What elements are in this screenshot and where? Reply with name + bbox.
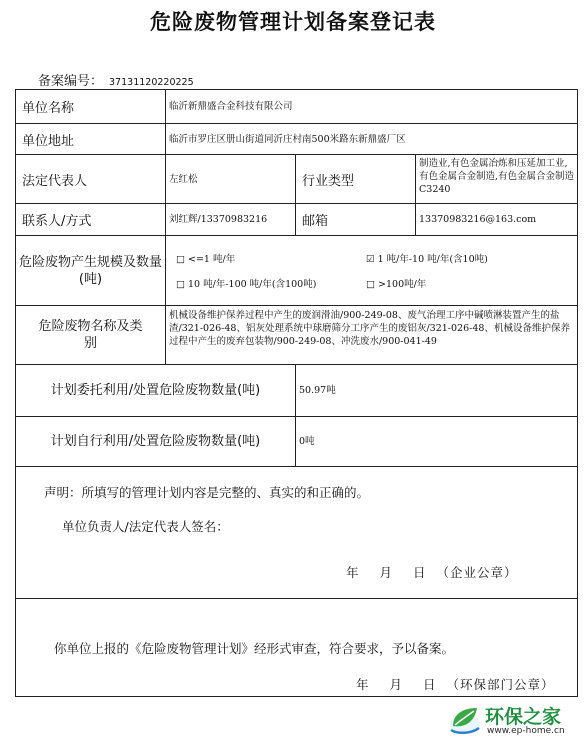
registration-table — [15, 89, 578, 697]
checkbox-unchecked-icon: □ — [366, 279, 375, 290]
self-use-label: 计划自行利用/处置危险废物数量(吨) — [16, 417, 296, 467]
watermark-logo — [447, 700, 586, 742]
row-review — [16, 599, 578, 697]
row-self-use — [16, 417, 578, 467]
email-label: 邮箱 — [296, 204, 416, 236]
epa-seal: （环保部门公章） — [446, 677, 555, 692]
self-use-value: 0吨 — [296, 417, 578, 467]
checkbox-checked-icon: ☑ — [366, 254, 375, 265]
waste-types-label: 危险废物名称及类别 — [16, 306, 166, 365]
record-number — [38, 70, 194, 89]
scale-label: 危险废物产生规模及数量(吨) — [16, 236, 166, 306]
record-number-label: 备案编号： — [38, 74, 104, 89]
watermark-name: 环保之家 — [485, 706, 562, 728]
legal-rep-value: 左红松 — [166, 155, 296, 204]
scale-option-3[interactable]: □ 10 吨/年-100 吨/年(含100吨) — [176, 279, 317, 290]
scale-option-4[interactable]: □ >100吨/年 — [366, 279, 427, 290]
entrusted-value: 50.97吨 — [296, 365, 578, 417]
unit-name-label: 单位名称 — [16, 90, 166, 124]
form-title: 危险废物管理计划备案登记表 — [150, 10, 436, 34]
industry-label: 行业类型 — [296, 155, 416, 204]
scale-options — [166, 236, 578, 306]
signer-label: 单位负责人/法定代表人签名： — [62, 519, 229, 534]
enterprise-date: 年 月 日 （企业公章） — [346, 565, 518, 580]
enterprise-seal: （企业公章） — [436, 565, 518, 580]
review-section — [16, 599, 578, 697]
row-unit-address — [16, 124, 578, 155]
leaf-icon — [447, 702, 483, 738]
watermark-url: www.ep-home.cn — [487, 726, 565, 736]
review-date: 年 月 日 （环保部门公章） — [356, 677, 555, 692]
review-text: 你单位上报的《危险废物管理计划》经形式审查，符合要求，予以备案。 — [54, 641, 455, 656]
row-entrusted — [16, 365, 578, 417]
unit-address-value: 临沂市罗庄区册山街道同沂庄村南500米路东新鼎盛厂区 — [166, 124, 578, 155]
row-statement — [16, 467, 578, 599]
legal-rep-label: 法定代表人 — [16, 155, 166, 204]
row-unit-name — [16, 90, 578, 124]
contact-label: 联系人/方式 — [16, 204, 166, 236]
checkbox-unchecked-icon: □ — [176, 279, 185, 290]
statement-text: 声明：所填写的管理计划内容是完整的、真实的和正确的。 — [44, 485, 370, 500]
record-number-value: 37131120220225 — [109, 77, 194, 88]
scale-option-2[interactable]: ☑ 1 吨/年-10 吨/年(含10吨) — [366, 254, 488, 265]
email-value: 13370983216@163.com — [416, 204, 578, 236]
scale-option-1[interactable]: □ <=1 吨/年 — [176, 254, 236, 265]
unit-name-value: 临沂新鼎盛合金科技有限公司 — [166, 90, 578, 124]
contact-value: 刘红辉/13370983216 — [166, 204, 296, 236]
row-contact — [16, 204, 578, 236]
waste-types-value: 机械设备维护保养过程中产生的废润滑油/900-249-08、废气治理工序中碱喷淋装置产生的盐渣/321-026-48、铝灰处理系统中球磨筛分工序产生的废铝灰/321-026-48、机械设备维护保养过程中产生的废弃包装物/900-249-08、冲洗废水/900-041-49 — [166, 306, 578, 365]
row-waste-types — [16, 306, 578, 365]
checkbox-unchecked-icon: □ — [176, 254, 185, 265]
unit-address-label: 单位地址 — [16, 124, 166, 155]
statement-section — [16, 467, 578, 599]
industry-value: 制造业,有色金属冶炼和压延加工业,有色金属合金制造,有色金属合金制造 C3240 — [416, 155, 578, 204]
row-scale — [16, 236, 578, 306]
row-legal-rep — [16, 155, 578, 204]
entrusted-label: 计划委托利用/处置危险废物数量(吨) — [16, 365, 296, 417]
